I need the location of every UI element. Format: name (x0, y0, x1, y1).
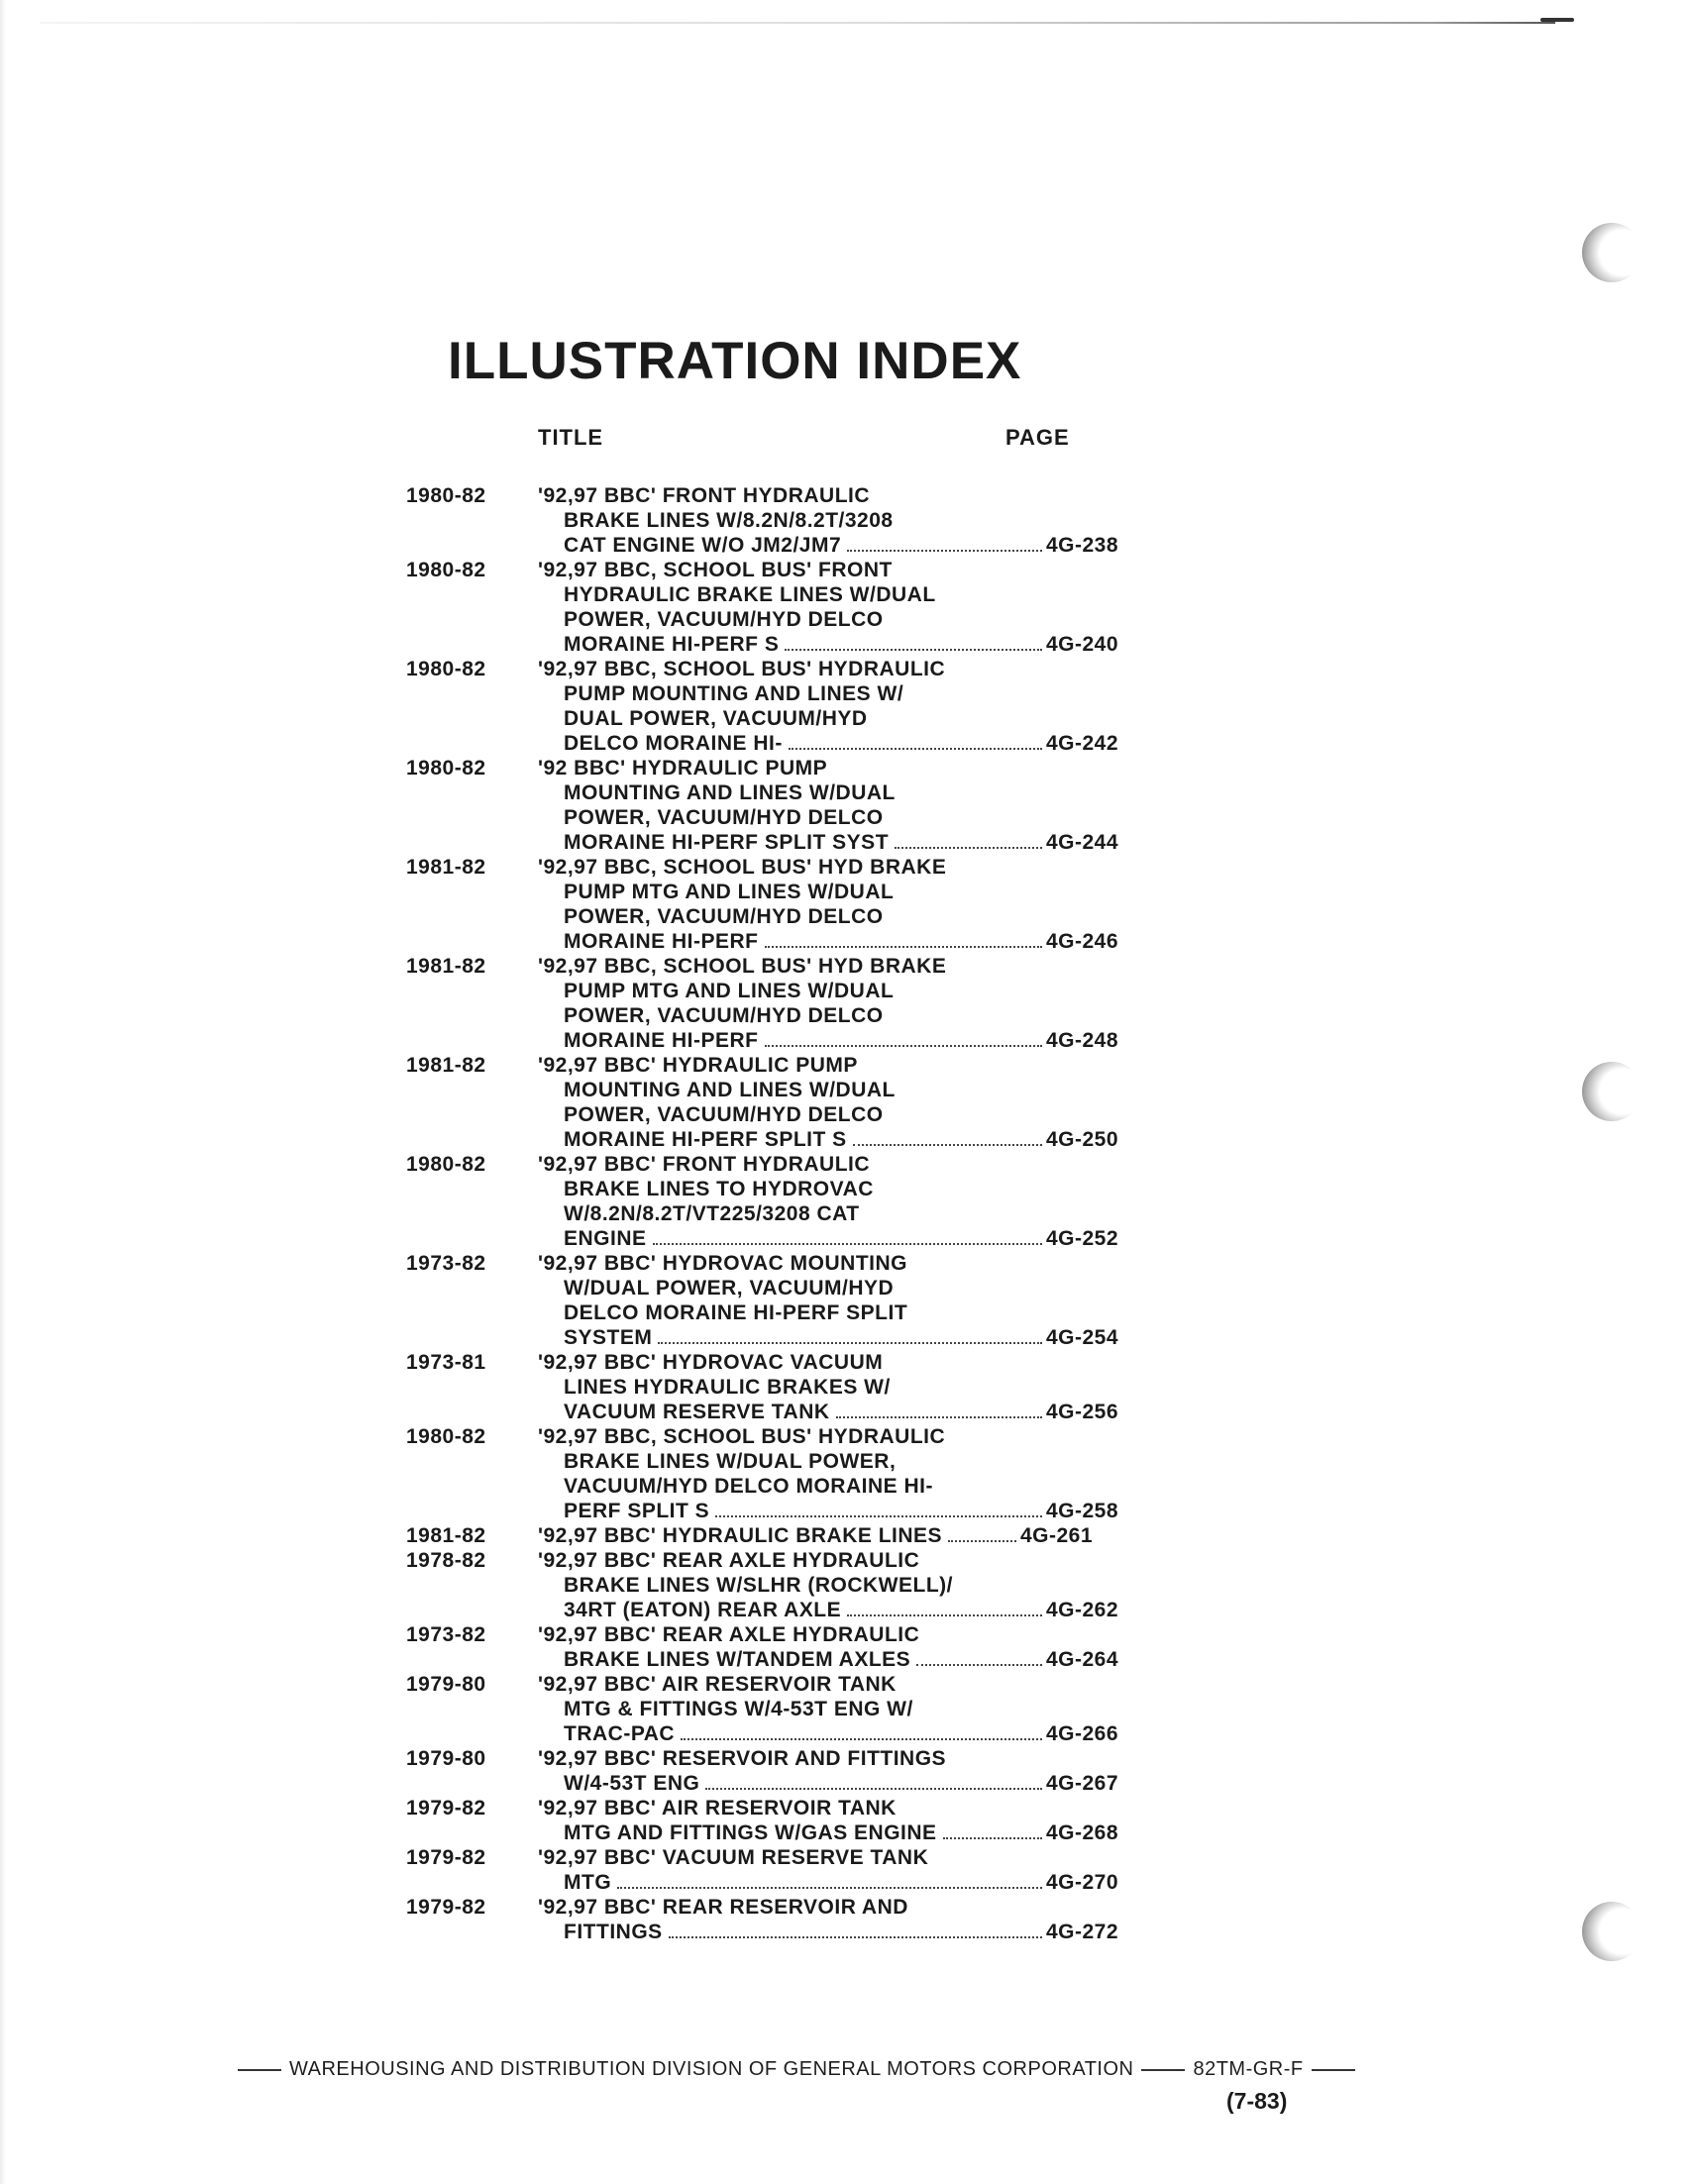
binder-hole-bottom (1582, 1902, 1641, 1961)
entry-year: 1973-81 (406, 1351, 486, 1374)
entry-title-line: W/8.2N/8.2T/VT225/3208 CAT (564, 1202, 860, 1225)
entry-title-line: DELCO MORAINE HI-PERF SPLIT (564, 1301, 908, 1324)
entry-title-text: 34RT (EATON) REAR AXLE (564, 1599, 842, 1621)
entry-body (538, 657, 1118, 756)
dot-leader (617, 1887, 1042, 1889)
page-top-corner-mark (1540, 18, 1574, 22)
footer-line (230, 2058, 1363, 2081)
entry-title-line: PUMP MTG AND LINES W/DUAL (564, 881, 895, 903)
entry-title-line: DUAL POWER, VACUUM/HYD (564, 707, 868, 730)
dot-leader (836, 1416, 1042, 1418)
page-top-edge-line (40, 22, 1555, 24)
page-left-edge-shadow (0, 0, 6, 2184)
dot-leader (916, 1664, 1042, 1666)
entry-page: 4G-250 (1045, 1128, 1118, 1151)
entry-title-line (538, 1870, 1118, 1895)
entry-title-line: PUMP MTG AND LINES W/DUAL (564, 980, 895, 1002)
entry-year: 1980-82 (406, 1153, 486, 1176)
dot-leader (847, 550, 1042, 552)
entry-title-line: '92,97 BBC' HYDRAULIC PUMP (538, 1054, 858, 1077)
dot-leader (705, 1788, 1042, 1790)
entry-title-line (538, 1771, 1118, 1796)
dot-leader (653, 1243, 1042, 1245)
page-title: ILLUSTRATION INDEX (448, 332, 1022, 390)
entry-title-line: MOUNTING AND LINES W/DUAL (564, 781, 896, 804)
entry-page: 4G-262 (1045, 1599, 1118, 1621)
entry-page: 4G-268 (1045, 1821, 1118, 1844)
entry-page: 4G-246 (1045, 930, 1118, 953)
entry-body (538, 1796, 1118, 1845)
entry-title-text: MORAINE HI-PERF (564, 930, 759, 953)
entry-year: 1973-82 (406, 1623, 486, 1646)
entry-title-line: '92,97 BBC' RESERVOIR AND FITTINGS (538, 1747, 947, 1770)
index-entry (396, 1548, 1118, 1622)
entry-title-line: '92,97 BBC' FRONT HYDRAULIC (538, 1153, 871, 1176)
entry-body (538, 1746, 1118, 1796)
index-entry (396, 954, 1118, 1053)
dot-leader (669, 1936, 1042, 1938)
entry-title-line: '92,97 BBC, SCHOOL BUS' HYDRAULIC (538, 658, 946, 680)
entry-title-text: VACUUM RESERVE TANK (564, 1401, 830, 1423)
entry-page: 4G-244 (1045, 831, 1118, 854)
entry-title-line: BRAKE LINES W/SLHR (ROCKWELL)/ (564, 1574, 953, 1597)
entry-year: 1981-82 (406, 1054, 486, 1077)
entry-year: 1981-82 (406, 1524, 486, 1547)
entry-title-line (538, 1127, 1118, 1152)
entry-year: 1981-82 (406, 955, 486, 978)
footer-code: 82TM-GR-F (1193, 2058, 1304, 2080)
dot-leader (765, 946, 1042, 948)
entry-title-text: CAT ENGINE W/O JM2/JM7 (564, 534, 842, 557)
entry-body (538, 1251, 1118, 1350)
dot-leader (785, 649, 1042, 651)
entry-page: 4G-248 (1045, 1029, 1118, 1052)
entry-year: 1979-80 (406, 1747, 486, 1770)
entry-body (538, 1424, 1118, 1523)
entry-title-line (538, 1920, 1118, 1944)
entry-title-text: FITTINGS (564, 1921, 663, 1943)
entry-page: 4G-254 (1045, 1326, 1118, 1349)
entry-body (538, 855, 1118, 954)
column-header-page: PAGE (1005, 425, 1070, 450)
entry-body (538, 954, 1118, 1053)
entry-title-line: POWER, VACUUM/HYD DELCO (564, 1103, 884, 1126)
entry-title-line (538, 929, 1118, 954)
index-entry (396, 1746, 1118, 1796)
entry-title-line: POWER, VACUUM/HYD DELCO (564, 806, 884, 829)
dot-leader (789, 748, 1042, 750)
entry-title-line: BRAKE LINES TO HYDROVAC (564, 1178, 874, 1200)
index-entry (396, 1251, 1118, 1350)
entry-title-line: '92,97 BBC, SCHOOL BUS' FRONT (538, 559, 893, 581)
entry-title-line: '92,97 BBC' REAR RESERVOIR AND (538, 1896, 908, 1919)
entry-title-line (538, 1028, 1118, 1053)
entry-title-line: BRAKE LINES W/8.2N/8.2T/3208 (564, 509, 894, 532)
entry-page: 4G-264 (1045, 1648, 1118, 1671)
entry-title-text: W/4-53T ENG (564, 1772, 700, 1795)
entry-title-line: W/DUAL POWER, VACUUM/HYD (564, 1277, 895, 1300)
entry-body (538, 483, 1118, 558)
entry-title-line: '92,97 BBC, SCHOOL BUS' HYD BRAKE (538, 955, 947, 978)
entry-title-line (538, 1400, 1118, 1424)
entry-title-text: '92,97 BBC' HYDRAULIC BRAKE LINES (538, 1524, 943, 1547)
entry-title-text: TRAC-PAC (564, 1722, 676, 1745)
entry-title-line: PUMP MOUNTING AND LINES W/ (564, 682, 904, 705)
index-entry (396, 1622, 1118, 1672)
entry-year: 1978-82 (406, 1549, 486, 1572)
index-entry (396, 483, 1118, 558)
entry-title-line: POWER, VACUUM/HYD DELCO (564, 905, 884, 928)
entry-year: 1979-82 (406, 1846, 486, 1869)
entry-title-line (538, 1598, 1118, 1622)
entry-title-text: MTG AND FITTINGS W/GAS ENGINE (564, 1821, 937, 1844)
entry-title-line: '92,97 BBC' AIR RESERVOIR TANK (538, 1673, 897, 1696)
entry-title-line: '92,97 BBC' FRONT HYDRAULIC (538, 484, 871, 507)
entry-title-line (538, 830, 1118, 855)
entry-year: 1981-82 (406, 856, 486, 879)
entry-title-line: '92,97 BBC' HYDROVAC MOUNTING (538, 1252, 907, 1275)
dot-leader (847, 1614, 1042, 1616)
entry-page: 4G-272 (1045, 1921, 1118, 1943)
footer-dash-left (238, 2069, 281, 2071)
dot-leader (895, 847, 1042, 849)
index-entry (396, 1053, 1118, 1152)
entry-title-line: '92,97 BBC' HYDROVAC VACUUM (538, 1351, 884, 1374)
index-entry-list (396, 483, 1118, 1944)
entry-title-line: LINES HYDRAULIC BRAKES W/ (564, 1376, 891, 1399)
entry-year: 1973-82 (406, 1252, 486, 1275)
index-entry (396, 558, 1118, 657)
entry-title-line (538, 1499, 1118, 1523)
entry-body (538, 1845, 1118, 1895)
entry-body (538, 1152, 1118, 1251)
entry-year: 1979-82 (406, 1797, 486, 1820)
entry-title-text: MORAINE HI-PERF (564, 1029, 759, 1052)
index-entry (396, 1895, 1118, 1944)
entry-body (538, 756, 1118, 855)
entry-title-line (538, 632, 1118, 657)
index-entry (396, 1350, 1118, 1424)
entry-title-line: '92,97 BBC, SCHOOL BUS' HYD BRAKE (538, 856, 947, 879)
entry-year: 1979-82 (406, 1896, 486, 1919)
entry-body (538, 558, 1118, 657)
entry-page: 4G-258 (1045, 1500, 1118, 1522)
footer-revision-date: (7-83) (1226, 2088, 1288, 2114)
entry-year: 1980-82 (406, 1425, 486, 1448)
entry-page: 4G-252 (1045, 1227, 1118, 1250)
entry-title-line: '92,97 BBC' VACUUM RESERVE TANK (538, 1846, 929, 1869)
index-entry (396, 1796, 1118, 1845)
entry-title-line (538, 533, 1118, 558)
entry-title-line (538, 1820, 1118, 1845)
dot-leader (853, 1144, 1042, 1146)
entry-page: 4G-240 (1045, 633, 1118, 656)
entry-body (538, 1053, 1118, 1152)
entry-title-line: POWER, VACUUM/HYD DELCO (564, 608, 884, 631)
footer-text: WAREHOUSING AND DISTRIBUTION DIVISION OF GENERAL MOTORS CORPORATION (289, 2058, 1134, 2080)
entry-page: 4G-266 (1045, 1722, 1118, 1745)
dot-leader (948, 1540, 1016, 1542)
entry-title-line (538, 1325, 1118, 1350)
entry-title-line: BRAKE LINES W/DUAL POWER, (564, 1450, 897, 1473)
entry-body (538, 1350, 1118, 1424)
entry-title-line: '92,97 BBC' AIR RESERVOIR TANK (538, 1797, 897, 1820)
entry-title-text: MORAINE HI-PERF SPLIT S (564, 1128, 847, 1151)
entry-body (538, 1672, 1118, 1746)
entry-title-line: POWER, VACUUM/HYD DELCO (564, 1004, 884, 1027)
entry-title-line (538, 1721, 1118, 1746)
column-header-title: TITLE (538, 425, 604, 450)
entry-title-line: HYDRAULIC BRAKE LINES W/DUAL (564, 583, 936, 606)
dot-leader (943, 1837, 1042, 1839)
entry-title-line (538, 731, 1118, 756)
footer-dash-right (1312, 2069, 1355, 2071)
entry-page: 4G-238 (1045, 534, 1118, 557)
entry-page: 4G-261 (1019, 1524, 1093, 1547)
entry-title-line: '92 BBC' HYDRAULIC PUMP (538, 757, 828, 780)
entry-title-line: VACUUM/HYD DELCO MORAINE HI- (564, 1475, 933, 1498)
entry-title-line: MTG & FITTINGS W/4-53T ENG W/ (564, 1698, 913, 1720)
footer-dash-middle (1141, 2069, 1185, 2071)
index-entry (396, 756, 1118, 855)
entry-title-text: SYSTEM (564, 1326, 653, 1349)
entry-body (538, 1622, 1118, 1672)
binder-hole-top (1582, 223, 1641, 282)
entry-year: 1979-80 (406, 1673, 486, 1696)
index-entry (396, 657, 1118, 756)
index-entry (396, 855, 1118, 954)
entry-title-text: MTG (564, 1871, 612, 1894)
entry-title-line (538, 1226, 1118, 1251)
entry-body (538, 1523, 1109, 1548)
entry-title-text: BRAKE LINES W/TANDEM AXLES (564, 1648, 911, 1671)
entry-body (538, 1548, 1118, 1622)
entry-page: 4G-256 (1045, 1401, 1118, 1423)
dot-leader (681, 1738, 1042, 1740)
binder-hole-middle (1582, 1062, 1641, 1121)
entry-title-line (538, 1523, 1093, 1548)
index-entry (396, 1152, 1118, 1251)
entry-title-line: '92,97 BBC' REAR AXLE HYDRAULIC (538, 1623, 920, 1646)
index-entry (396, 1523, 1109, 1548)
entry-title-text: PERF SPLIT S (564, 1500, 710, 1522)
entry-page: 4G-267 (1045, 1772, 1118, 1795)
index-entry (396, 1424, 1118, 1523)
entry-title-line (538, 1647, 1118, 1672)
entry-title-line: '92,97 BBC, SCHOOL BUS' HYDRAULIC (538, 1425, 946, 1448)
entry-body (538, 1895, 1118, 1944)
entry-year: 1980-82 (406, 757, 486, 780)
entry-title-text: MORAINE HI-PERF SPLIT SYST (564, 831, 890, 854)
index-entry (396, 1845, 1118, 1895)
entry-year: 1980-82 (406, 658, 486, 680)
entry-title-text: DELCO MORAINE HI- (564, 732, 783, 755)
dot-leader (765, 1045, 1042, 1047)
dot-leader (658, 1342, 1042, 1344)
entry-title-text: ENGINE (564, 1227, 647, 1250)
index-entry (396, 1672, 1118, 1746)
entry-title-line: MOUNTING AND LINES W/DUAL (564, 1079, 896, 1101)
entry-title-line: '92,97 BBC' REAR AXLE HYDRAULIC (538, 1549, 920, 1572)
entry-title-text: MORAINE HI-PERF S (564, 633, 780, 656)
entry-year: 1980-82 (406, 559, 486, 581)
entry-year: 1980-82 (406, 484, 486, 507)
entry-page: 4G-270 (1045, 1871, 1118, 1894)
dot-leader (715, 1515, 1042, 1517)
entry-page: 4G-242 (1045, 732, 1118, 755)
